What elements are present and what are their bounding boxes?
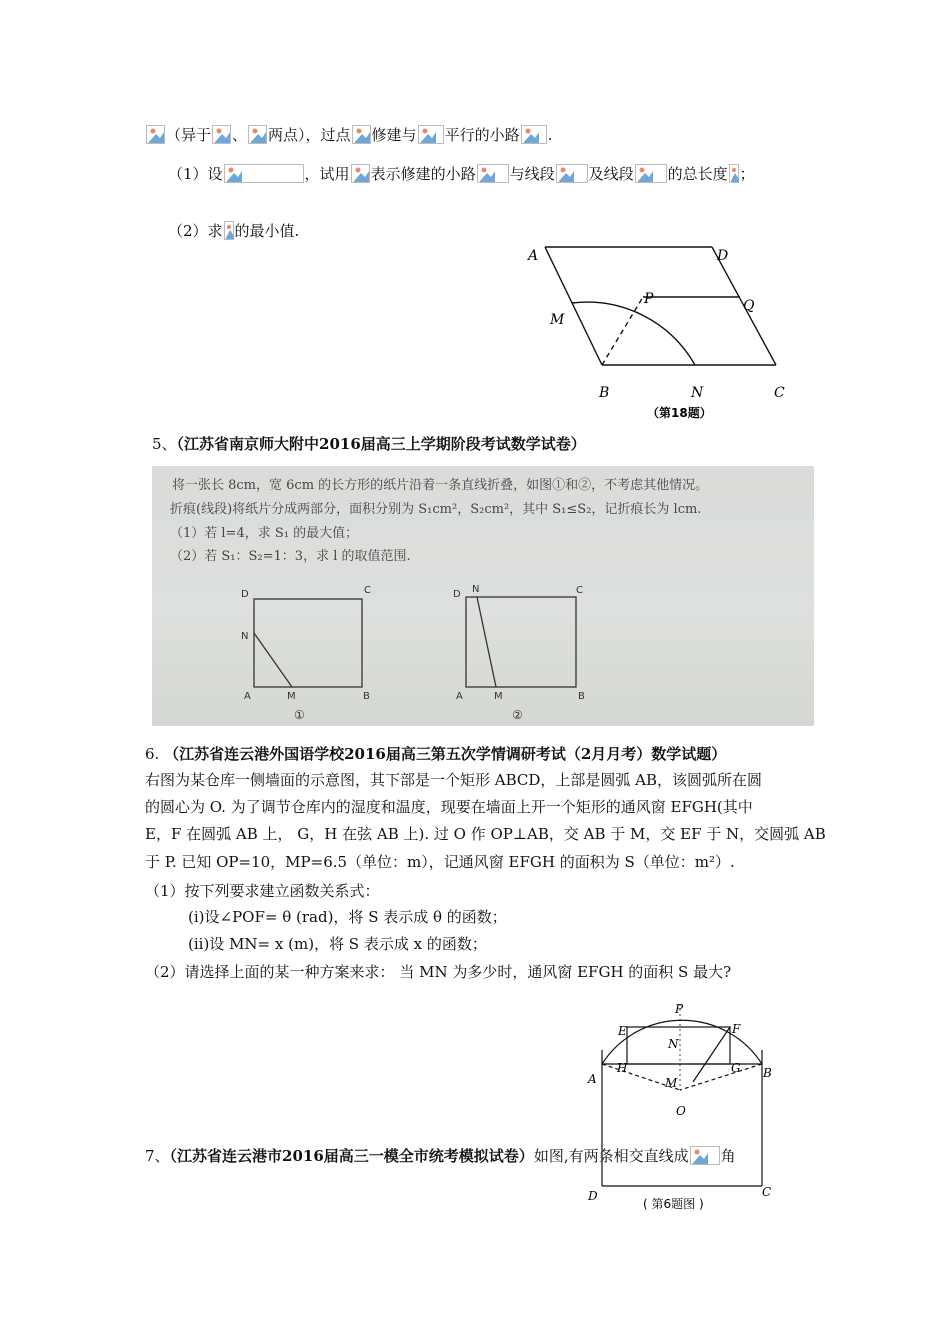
label-p: P: [675, 1002, 684, 1016]
label-m: M: [665, 1076, 678, 1090]
formula-image-icon: [635, 164, 667, 183]
label-a: A: [588, 1072, 597, 1086]
q4-line1: [145, 124, 552, 145]
fig2-label-a: A: [456, 691, 463, 702]
q6-number: 6.: [145, 745, 160, 763]
formula-image-icon: [477, 164, 509, 183]
q4-line3-t1: （2）求: [168, 222, 223, 240]
fig1-label-c: C: [364, 585, 371, 596]
formula-image-icon: [690, 1146, 720, 1165]
q7-text: 如图,有两条相交直线成: [533, 1147, 689, 1165]
formula-image-icon: [556, 164, 588, 183]
q4-line1-t2: 、: [232, 126, 248, 144]
label-d: D: [717, 248, 729, 264]
q7-number: 7、: [145, 1147, 170, 1165]
q4-line3-t2: 的最小值.: [234, 222, 300, 240]
q5-photo-line3: （1）若 l=4，求 S₁ 的最大值；: [170, 526, 359, 541]
formula-image-icon: [212, 125, 231, 144]
fig2-label-c: C: [576, 585, 583, 596]
q5-heading: [152, 433, 586, 454]
label-e: E: [618, 1024, 627, 1038]
label-d: D: [588, 1189, 598, 1203]
label-b: B: [599, 385, 610, 401]
q6-warehouse-figure: [580, 998, 780, 1220]
q6-p4: 于 P. 已知 OP=10，MP=6.5（单位：m），记通风窗 EFGH 的面积为 S（单位：m²）.: [145, 853, 735, 871]
q6-p2: 的圆心为 O. 为了调节仓库内的湿度和温度，现要在墙面上开一个矩形的通风窗 EFGH(其中: [145, 798, 753, 816]
q4-line1-t4: 修建与: [371, 126, 417, 144]
q4-line1-t6: .: [547, 126, 553, 144]
label-f: F: [732, 1022, 741, 1036]
label-n: N: [668, 1037, 679, 1051]
formula-image-icon: [351, 164, 370, 183]
fig2-label-m: M: [494, 691, 503, 702]
fold-nm: [477, 597, 496, 687]
q7-source: （江苏省连云港市2016届高三一模全市统考模拟试卷）: [169, 1147, 534, 1165]
label-h: H: [617, 1061, 628, 1075]
label-p: P: [644, 291, 654, 307]
q4-parallelogram-figure: [520, 240, 800, 425]
q6-heading: [145, 743, 726, 764]
q4-line2-t2: ，试用: [304, 165, 350, 183]
edge-ab: [545, 247, 602, 365]
q5-source: （江苏省南京师大附中2016届高三上学期阶段考试数学试卷）: [176, 435, 586, 453]
fig2-label-b: B: [578, 691, 585, 702]
formula-image-icon: [248, 125, 267, 144]
q4-line1-t5: 平行的小路: [444, 126, 520, 144]
fig1-label-m: M: [287, 691, 296, 702]
q5-number: 5、: [152, 435, 177, 453]
label-q: Q: [743, 298, 755, 314]
q6-p7: (ii)设 MN= x (m)，将 S 表示成 x 的函数；: [188, 935, 487, 953]
q6-p6: (i)设∠POF= θ (rad)，将 S 表示成 θ 的函数；: [188, 908, 507, 926]
fig2-caption: ②: [512, 708, 523, 721]
fig1-label-b: B: [363, 691, 370, 702]
formula-image-icon: [729, 164, 739, 183]
rect-abcd: [254, 599, 362, 687]
q7-heading: [145, 1145, 736, 1166]
label-o: O: [676, 1104, 686, 1118]
fig1-label-d: D: [241, 589, 249, 600]
q4-line2-t4: 与线段: [509, 165, 555, 183]
q5-figure-1: [232, 581, 392, 721]
fig2-label-d: D: [453, 589, 461, 600]
q5-photo-line1: 将一张长 8cm，宽 6cm 的长方形的纸片沿着一条直线折叠，如图①和②，不考虑其他情况。: [172, 478, 709, 493]
fig1-label-n: N: [241, 631, 249, 642]
fig1-label-a: A: [244, 691, 251, 702]
q4-line2-t1: （1）设: [168, 165, 223, 183]
segment-bo: [680, 1064, 762, 1090]
q4-line2: [168, 163, 755, 184]
q5-photo-line4: （2）若 S₁：S₂=1：3，求 l 的取值范围.: [170, 549, 411, 564]
formula-image-icon: [224, 221, 234, 240]
formula-image-icon: [418, 125, 444, 144]
q4-line2-t7: ；: [739, 165, 755, 183]
q6-p5: （1）按下列要求建立函数关系式：: [145, 882, 380, 900]
arc-mn: [572, 302, 695, 365]
formula-image-icon: [224, 164, 304, 183]
q4-line2-t5: 及线段: [588, 165, 634, 183]
q5-photo-line2: 折痕(线段)将纸片分成两部分，面积分别为 S₁cm²，S₂cm²，其中 S₁≤S₂，记折痕长为 lcm.: [170, 502, 702, 517]
q6-p1: 右图为某仓库一侧墙面的示意图，其下部是一个矩形 ABCD，上部是圆弧 AB，该圆弧所在圆: [145, 771, 763, 789]
q6-source: （江苏省连云港外国语学校2016届高三第五次学情调研考试（2月月考）数学试题）: [164, 745, 727, 763]
segment-of: [693, 1027, 730, 1082]
q5-figure-2: [444, 581, 604, 721]
formula-image-icon: [521, 125, 547, 144]
label-a: A: [528, 248, 539, 264]
label-c: C: [774, 385, 785, 401]
q4-line2-t3: 表示修建的小路: [370, 165, 476, 183]
rect-abcd: [466, 597, 576, 687]
label-b: B: [763, 1066, 772, 1080]
q4-line1-t3: 两点），过点: [268, 126, 351, 144]
fig2-label-n: N: [472, 584, 480, 595]
label-g: G: [731, 1061, 741, 1075]
q7-tail: 角: [720, 1147, 736, 1165]
label-n: N: [691, 385, 704, 401]
q4-figure-caption: （第18题）: [647, 406, 712, 420]
q6-p8: （2）请选择上面的某一种方案来求： 当 MN 为多少时，通风窗 EFGH 的面积 S 最大?: [145, 963, 732, 981]
fig1-caption: ①: [294, 708, 305, 721]
label-c: C: [762, 1185, 772, 1199]
q4-line3: [168, 220, 299, 241]
q4-line1-t1: （异于: [166, 126, 212, 144]
formula-image-icon: [352, 125, 371, 144]
q5-problem-photo: [152, 466, 814, 726]
q6-p3: E，F 在圆弧 AB 上， G，H 在弦 AB 上). 过 O 作 OP⊥AB，交 AB 于 M，交 EF 于 N，交圆弧 AB: [145, 825, 826, 843]
q4-line2-t6: 的总长度: [667, 165, 728, 183]
fold-nm: [254, 633, 292, 687]
q6-figure-caption: ( 第6题图 ): [643, 1197, 704, 1211]
window-efgh: [627, 1027, 730, 1064]
formula-image-icon: [146, 125, 165, 144]
label-m: M: [550, 312, 565, 328]
